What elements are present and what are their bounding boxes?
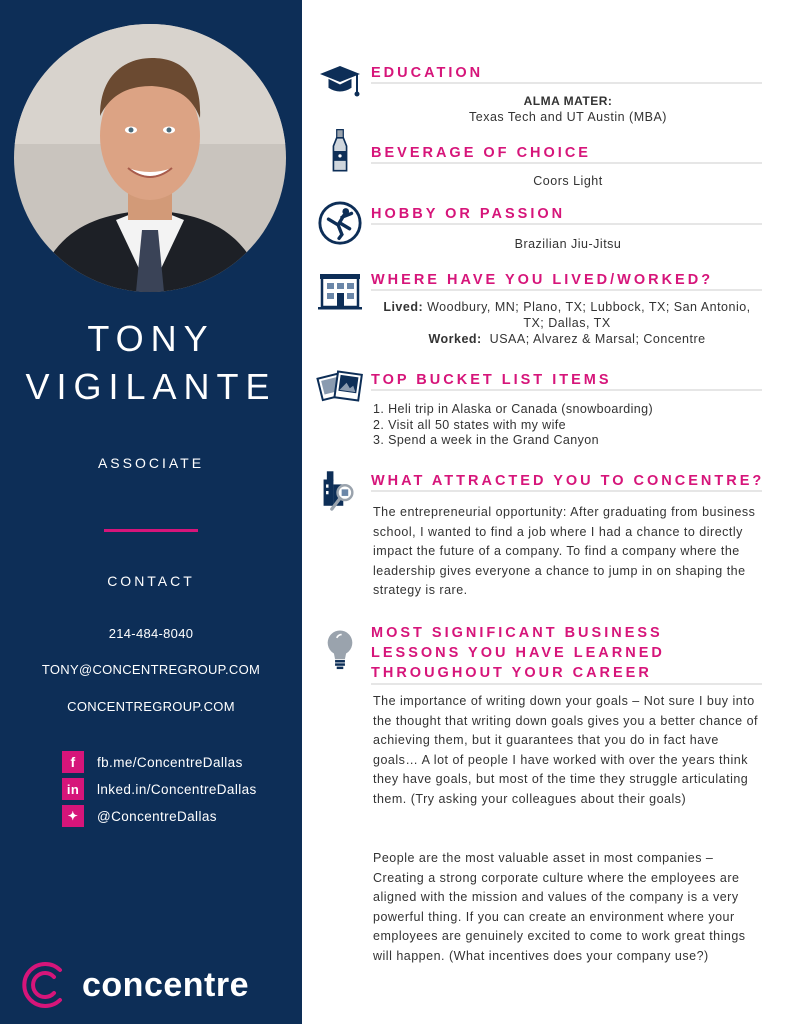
bucket-list-title: TOP BUCKET LIST ITEMS [371, 372, 612, 388]
email-link[interactable]: TONY@CONCENTREGROUP.COM [41, 662, 261, 677]
facebook-link[interactable] [62, 751, 243, 773]
job-title: ASSOCIATE [97, 455, 205, 471]
graduation-cap-icon [316, 62, 364, 108]
education-rule [371, 82, 762, 84]
accent-divider [104, 529, 198, 532]
facebook-icon: f [62, 751, 84, 773]
attracted-title: WHAT ATTRACTED YOU TO CONCENTRE? [371, 473, 765, 489]
lessons-title-line-1: MOST SIGNIFICANT BUSINESS [371, 625, 663, 641]
lived-line [371, 299, 763, 331]
lived-value: Woodbury, MN; Plano, TX; Lubbock, TX; San Antonio, TX; Dallas, TX [427, 300, 751, 330]
city-search-icon [316, 468, 364, 514]
facebook-link-text: fb.me/ConcentreDallas [97, 754, 243, 770]
alma-mater-value: Texas Tech and UT Austin (MBA) [469, 110, 667, 124]
photos-icon [316, 364, 364, 410]
lessons-rule [371, 683, 762, 685]
brand-logo [20, 960, 249, 1010]
first-name: TONY [87, 318, 215, 359]
attracted-rule [371, 490, 762, 492]
hobby-value: Brazilian Jiu-Jitsu [514, 237, 622, 251]
lessons-paragraph-1: The importance of writing down your goals – Not sure I buy into the thought that writing down goals gives you a better chance of achieving them, but it guarantees that you do in fact have goals… A lot of people I have worked with over the years think they have goals, but most of the time they struggle articulating them. (Try asking your colleagues about their goals) [373, 694, 759, 806]
worked-line [371, 331, 763, 347]
twitter-icon: ✦ [62, 805, 84, 827]
website-link[interactable]: CONCENTREGROUP.COM [67, 699, 235, 714]
beer-bottle-icon [316, 128, 364, 174]
lived-worked-rule [371, 289, 762, 291]
list-item: 1. Heli trip in Alaska or Canada (snowboarding) [373, 402, 654, 416]
beverage-rule [371, 162, 762, 164]
linkedin-link[interactable] [62, 778, 257, 800]
lightbulb-icon [316, 628, 364, 674]
bucket-list [373, 402, 765, 449]
list-item: 2. Visit all 50 states with my wife [373, 417, 567, 432]
beverage-title: BEVERAGE OF CHOICE [371, 145, 591, 161]
phone-number[interactable]: 214-484-8040 [108, 626, 194, 641]
twitter-link[interactable] [62, 805, 217, 827]
lessons-title-line-3: THROUGHOUT YOUR CAREER [371, 665, 652, 681]
building-icon [316, 268, 364, 314]
alma-mater-label: ALMA MATER: [523, 94, 613, 108]
list-item: 3. Spend a week in the Grand Canyon [373, 433, 599, 447]
lived-label: Lived: [383, 300, 424, 314]
martial-arts-icon [316, 200, 364, 246]
lessons-title-line-2: LESSONS YOU HAVE LEARNED [371, 645, 665, 661]
profile-sidebar [0, 0, 302, 1024]
concentre-logo-icon [20, 960, 68, 1010]
lessons-paragraph-2: People are the most valuable asset in most companies – Creating a strong corporate culture where the employees are aligned with the mission and values of the company is a very powerful thing. If you can create an environment where your employees are genuinely excited to come to work great things will happen. (What incentives does your company use?) [373, 851, 746, 963]
lived-worked-title: WHERE HAVE YOU LIVED/WORKED? [371, 272, 714, 288]
brand-name: concentre [82, 965, 249, 1004]
bucket-list-rule [371, 389, 762, 391]
twitter-link-text: @ConcentreDallas [97, 808, 217, 824]
last-name: VIGILANTE [25, 366, 277, 407]
worked-value: USAA; Alvarez & Marsal; Concentre [489, 332, 706, 346]
linkedin-link-text: lnked.in/ConcentreDallas [97, 781, 257, 797]
worked-label: Worked: [428, 332, 482, 346]
linkedin-icon: in [62, 778, 84, 800]
education-title: EDUCATION [371, 65, 484, 81]
hobby-rule [371, 223, 762, 225]
contact-heading: CONTACT [107, 573, 195, 589]
beverage-value: Coors Light [533, 174, 603, 188]
lessons-title [371, 623, 665, 683]
hobby-title: HOBBY OR PASSION [371, 206, 566, 222]
profile-photo [14, 24, 286, 292]
attracted-text: The entrepreneurial opportunity: After graduating from business school, I wanted to find a job where I had a chance to directly impact the future of a company. To find a company where the leadership gives everyone a chance to jump in on shaping the strategy is rare. [373, 505, 756, 598]
